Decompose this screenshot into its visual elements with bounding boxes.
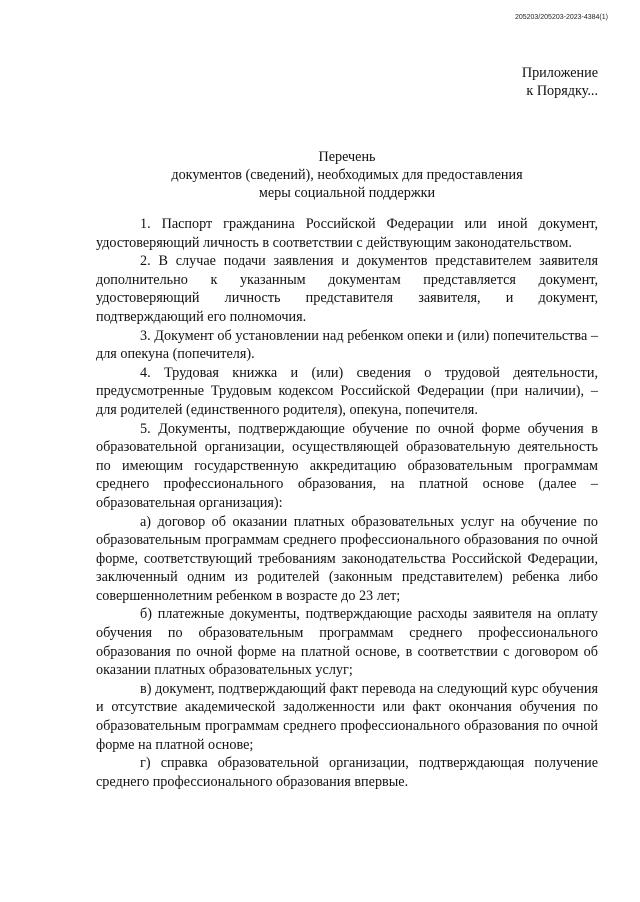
heading-title: Перечень xyxy=(318,149,376,165)
paragraph-5d: г) справка образовательной организации, подтверждающая получение среднего профессионального образования впервые. xyxy=(96,755,598,790)
paragraph-1: 1. Паспорт гражданина Российской Федерации или иной документ, удостоверяющий личность в соответствии с действующим законодательством. xyxy=(96,216,598,251)
paragraph-4: 4. Трудовая книжка и (или) сведения о трудовой деятельности, предусмотренные Трудовым кодексом Российской Федерации (при наличии), – для родителей (единственного родителя), опекуна, попечителя. xyxy=(96,364,598,418)
paragraph-5: 5. Документы, подтверждающие обучение по очной форме обучения в образовательной организации, осуществляющей образовательную деятельность по имеющим государственную аккредитацию образовательным программам среднего профессионального образования, на платной основе (далее – образовательная организация): xyxy=(96,420,598,511)
document-body xyxy=(96,215,598,791)
paragraph-5a: а) договор об оказании платных образовательных услуг на обучение по образовательным программам среднего профессионального образования по очной форме, соответствующий требованиям законодательства Российской Федерации, заключенный одним из родителей (законным представителем) ребенка либо совершеннолетним ребенком в возрасте до 23 лет; xyxy=(96,513,598,604)
appendix-note xyxy=(398,64,598,100)
document-heading xyxy=(96,148,598,202)
paragraph-5c: в) документ, подтверждающий факт перевода на следующий курс обучения и отсутствие академической задолженности или факт окончания обучения по образовательным программам среднего профессионального образования по очной форме на платной основе; xyxy=(96,680,598,753)
document-id: 205203/205203-2023-4384(1) xyxy=(514,14,608,21)
paragraph-3: 3. Документ об установлении над ребенком опеки и (или) попечительства – для опекуна (попечителя). xyxy=(96,327,598,363)
paragraph-2: 2. В случае подачи заявления и документов представителем заявителя дополнительно к указанным документам представляется документ, удостоверяющий личность представителя заявителя, и документ, подтверждающий его полномочия. xyxy=(96,253,598,325)
heading-subtitle-1: документов (сведений), необходимых для предоставления xyxy=(171,167,523,183)
paragraph-5b: б) платежные документы, подтверждающие расходы заявителя на оплату обучения по образовательным программам среднего профессионального образования по очной форме на платной основе, в соответствии с договором об оказании платных образовательных услуг; xyxy=(96,606,598,679)
heading-subtitle-2: меры социальной поддержки xyxy=(258,185,436,201)
appendix-line-1: Приложение xyxy=(521,65,598,81)
appendix-line-2: к Порядку... xyxy=(526,83,598,99)
